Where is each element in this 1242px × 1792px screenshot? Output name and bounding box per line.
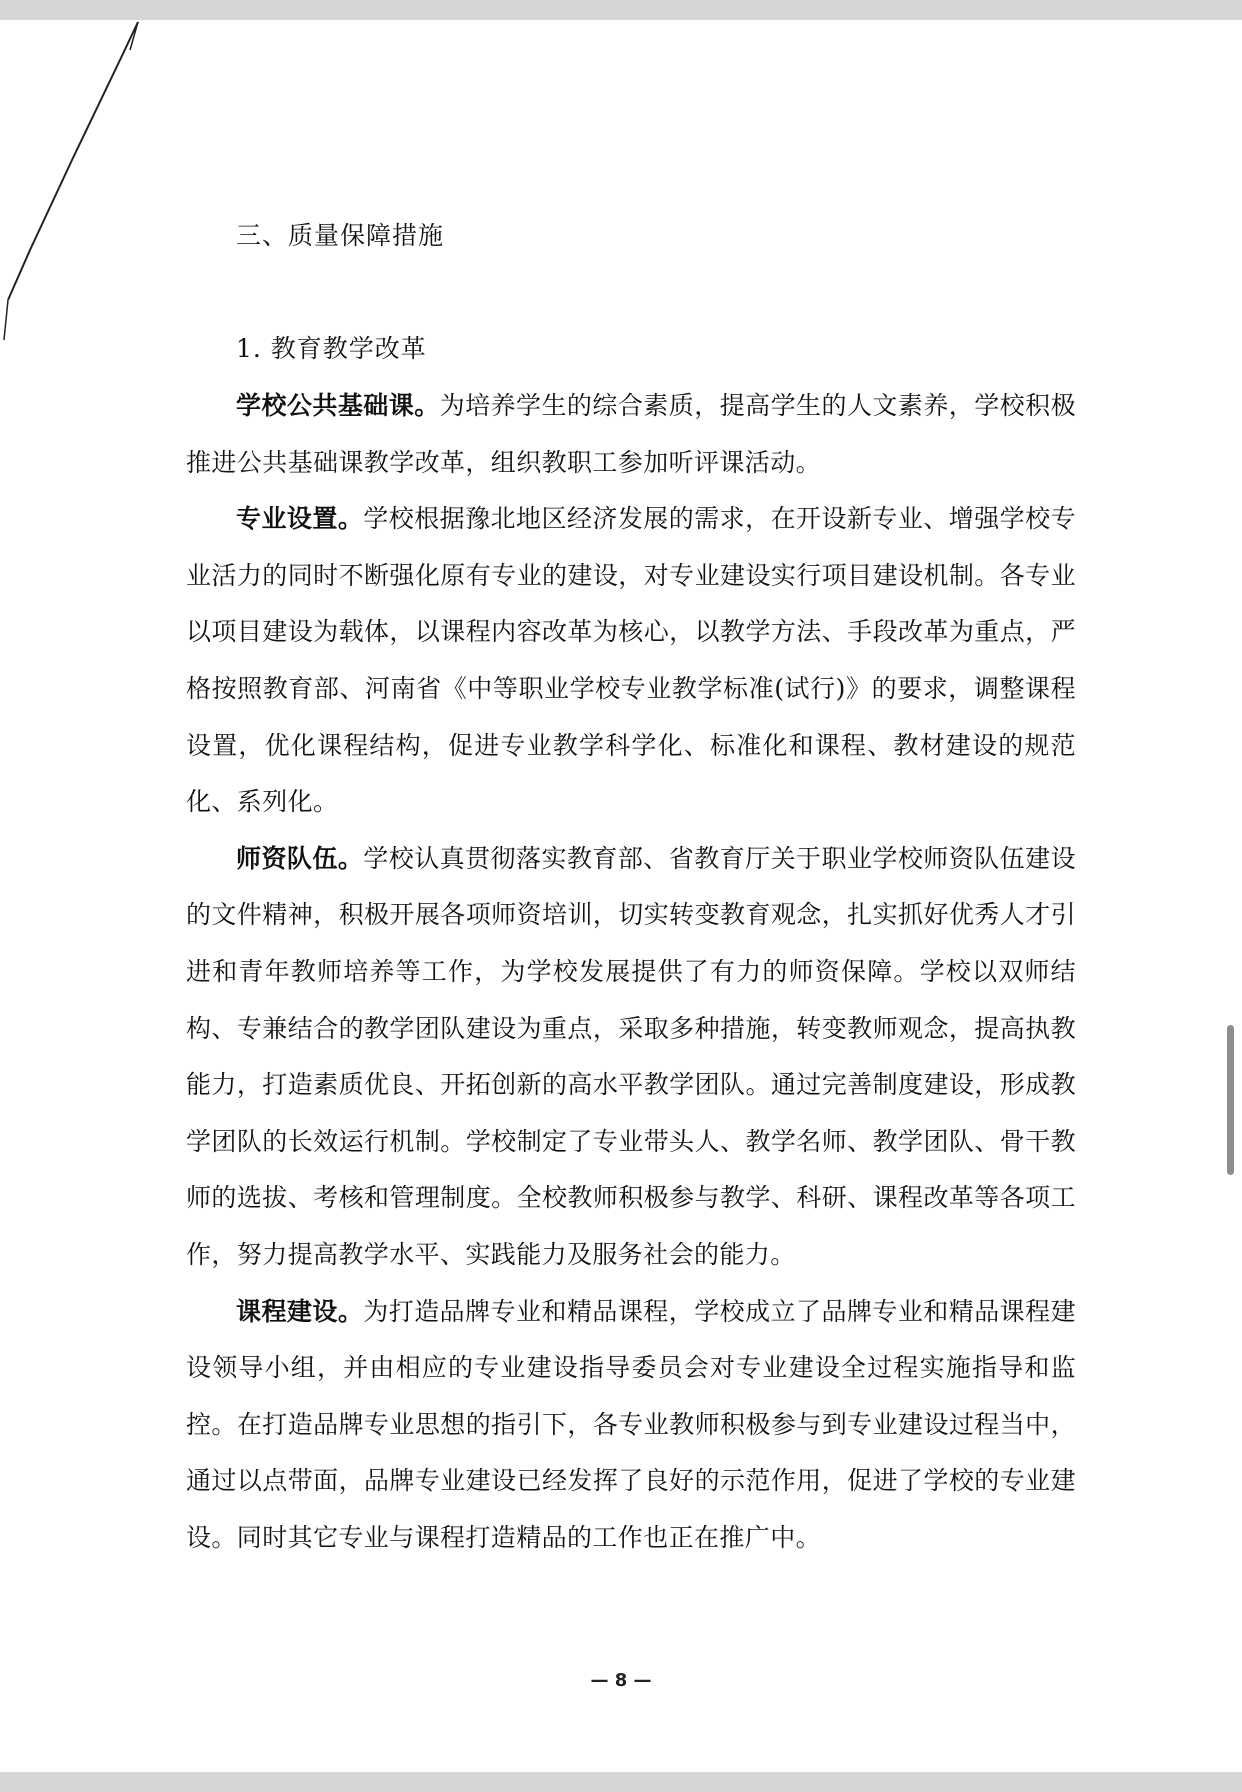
page-number: — 8 — xyxy=(590,1670,652,1691)
scan-edge-mark xyxy=(0,20,160,340)
paragraph-teaching-staff xyxy=(186,831,1076,1284)
paragraph-lead: 课程建设。 xyxy=(236,1296,364,1326)
paragraph-major-setup xyxy=(186,491,1076,831)
paragraph-lead: 专业设置。 xyxy=(236,504,364,534)
scrollbar-thumb[interactable] xyxy=(1227,1025,1234,1175)
paragraph-lead: 学校公共基础课。 xyxy=(236,391,440,420)
paragraph-text: 为培养学生的综合素质，提高学生的人文素养，学校积极推进公共基础课教学改革，组织教职工参加听评课活动。 xyxy=(186,391,1076,477)
section-heading: 三、质量保障措施 xyxy=(236,221,445,250)
paragraph-text: 为打造品牌专业和精品课程，学校成立了品牌专业和精品课程建设领导小组，并由相应的专业建设指导委员会对专业建设全过程实施指导和监控。在打造品牌专业思想的指引下，各专业教师积极参与到专业建设过程当中，通过以点带面，品牌专业建设已经发挥了良好的示范作用，促进了学校的专业建设。同时其它专业与课程打造精品的工作也正在推广中。 xyxy=(186,1296,1076,1552)
sub-heading: 1. 教育教学改革 xyxy=(236,334,427,363)
paragraph-lead: 师资队伍。 xyxy=(236,843,364,873)
paragraph-text: 学校根据豫北地区经济发展的需求，在开设新专业、增强学校专业活力的同时不断强化原有专业的建设，对专业建设实行项目建设机制。各专业以项目建设为载体，以课程内容改革为核心，以教学方法、手段改革为重点，严格按照教育部、河南省《中等职业学校专业教学标准(试行)》的要求，调整课程设置，优化课程结构，促进专业教学科学化、标准化和课程、教材建设的规范化、系列化。 xyxy=(186,504,1076,817)
body-paragraphs xyxy=(186,378,1076,1566)
paragraph-course-construction xyxy=(186,1284,1076,1567)
scanned-page xyxy=(0,20,1242,1772)
paragraph-public-basic-courses xyxy=(186,378,1076,491)
paragraph-text: 学校认真贯彻落实教育部、省教育厅关于职业学校师资队伍建设的文件精神，积极开展各项师资培训，切实转变教育观念，扎实抓好优秀人才引进和青年教师培养等工作，为学校发展提供了有力的师资保障。学校以双师结构、专兼结合的教学团队建设为重点，采取多种措施，转变教师观念，提高执教能力，打造素质优良、开拓创新的高水平教学团队。通过完善制度建设，形成教学团队的长效运行机制。学校制定了专业带头人、教学名师、教学团队、骨干教师的选拔、考核和管理制度。全校教师积极参与教学、科研、课程改革等各项工作，努力提高教学水平、实践能力及服务社会的能力。 xyxy=(186,843,1076,1269)
scrollbar-track[interactable] xyxy=(1228,20,1242,1772)
